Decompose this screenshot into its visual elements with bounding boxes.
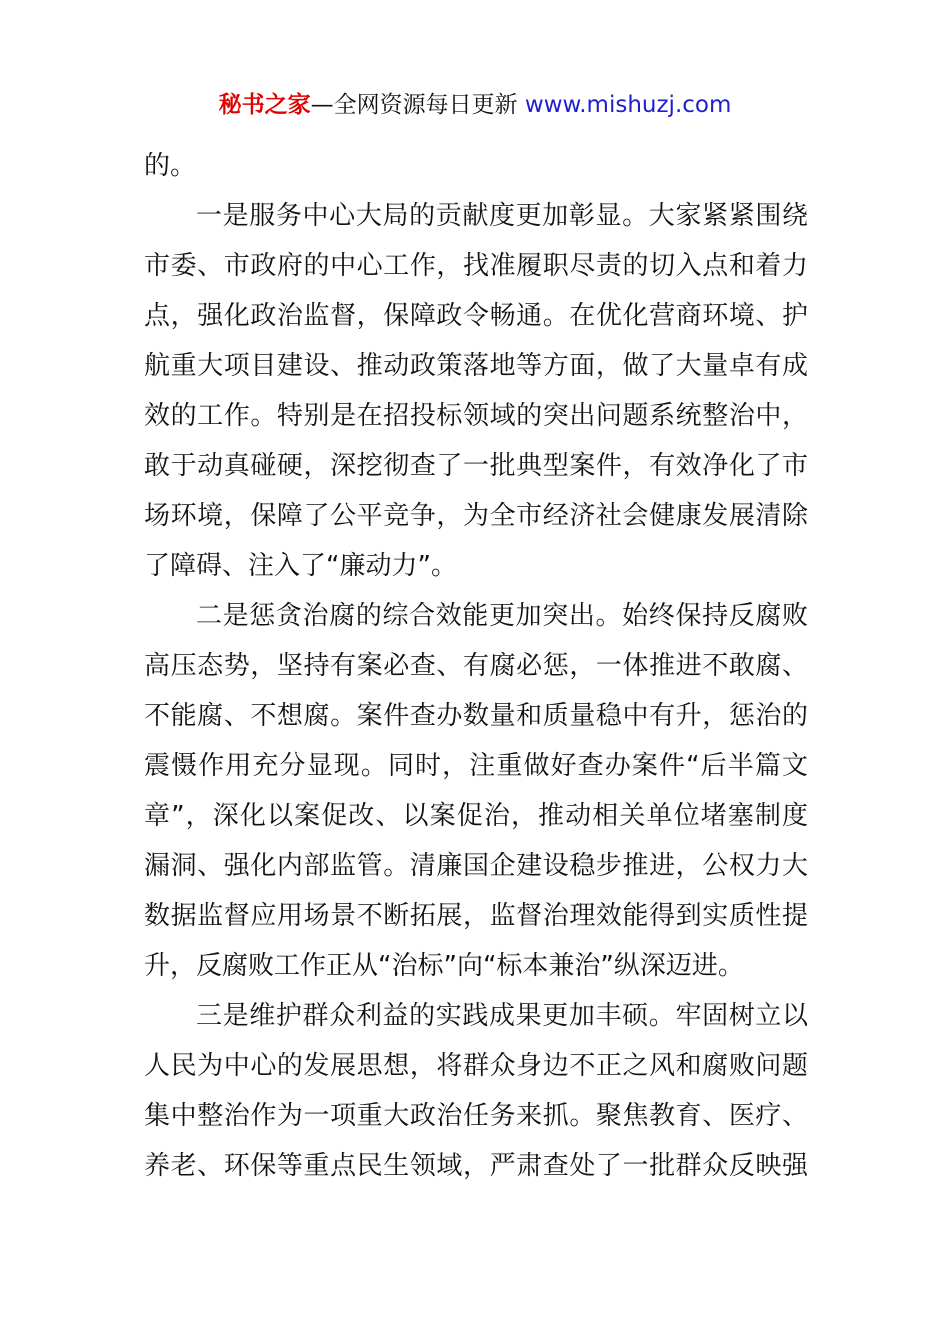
text-line: 点，强化政治监督，保障政令畅通。在优化营商环境、护: [144, 301, 808, 331]
text-line: 集中整治作为一项重大政治任务来抓。聚焦教育、医疗、: [144, 1101, 808, 1131]
text-line: 人民为中心的发展思想，将群众身边不正之风和腐败问题: [144, 1051, 808, 1081]
paragraph-heading-line: 二是惩贪治腐的综合效能更加突出。始终保持反腐败: [196, 601, 808, 631]
text-line: 航重大项目建设、推动政策落地等方面，做了大量卓有成: [144, 351, 808, 381]
text-line: 了障碍、注入了“廉动力”。: [144, 551, 457, 581]
text-line: 漏洞、强化内部监管。清廉国企建设稳步推进，公权力大: [144, 851, 808, 881]
text-line: 高压态势，坚持有案必查、有腐必惩，一体推进不敢腐、: [144, 651, 808, 681]
brand-name: 秘书之家: [218, 92, 311, 118]
header-tagline: —全网资源每日更新: [310, 92, 518, 118]
text-line: 的。: [144, 151, 197, 181]
text-line: 升，反腐败工作正从“治标”向“标本兼治”纵深迈进。: [144, 951, 744, 981]
text-line: 养老、环保等重点民生领域，严肃查处了一批群众反映强: [144, 1151, 808, 1181]
site-header: [0, 88, 950, 122]
paragraph-heading-line: 一是服务中心大局的贡献度更加彰显。大家紧紧围绕: [196, 201, 808, 231]
text-line: 震慑作用充分显现。同时，注重做好查办案件“后半篇文: [144, 751, 808, 781]
text-line: 章”，深化以案促改、以案促治，推动相关单位堵塞制度: [144, 801, 808, 831]
text-line: 效的工作。特别是在招投标领域的突出问题系统整治中，: [144, 401, 808, 431]
text-line: 敢于动真碰硬，深挖彻查了一批典型案件，有效净化了市: [144, 451, 808, 481]
document-body: [144, 141, 808, 1191]
text-line: 不能腐、不想腐。案件查办数量和质量稳中有升，惩治的: [144, 701, 808, 731]
text-line: 数据监督应用场景不断拓展，监督治理效能得到实质性提: [144, 901, 808, 931]
text-line: 场环境，保障了公平竞争，为全市经济社会健康发展清除: [144, 501, 808, 531]
text-line: 市委、市政府的中心工作，找准履职尽责的切入点和着力: [144, 251, 808, 281]
site-url-link[interactable]: www.mishuzj.com: [524, 92, 732, 118]
paragraph-heading-line: 三是维护群众利益的实践成果更加丰硕。牢固树立以: [196, 1001, 808, 1031]
